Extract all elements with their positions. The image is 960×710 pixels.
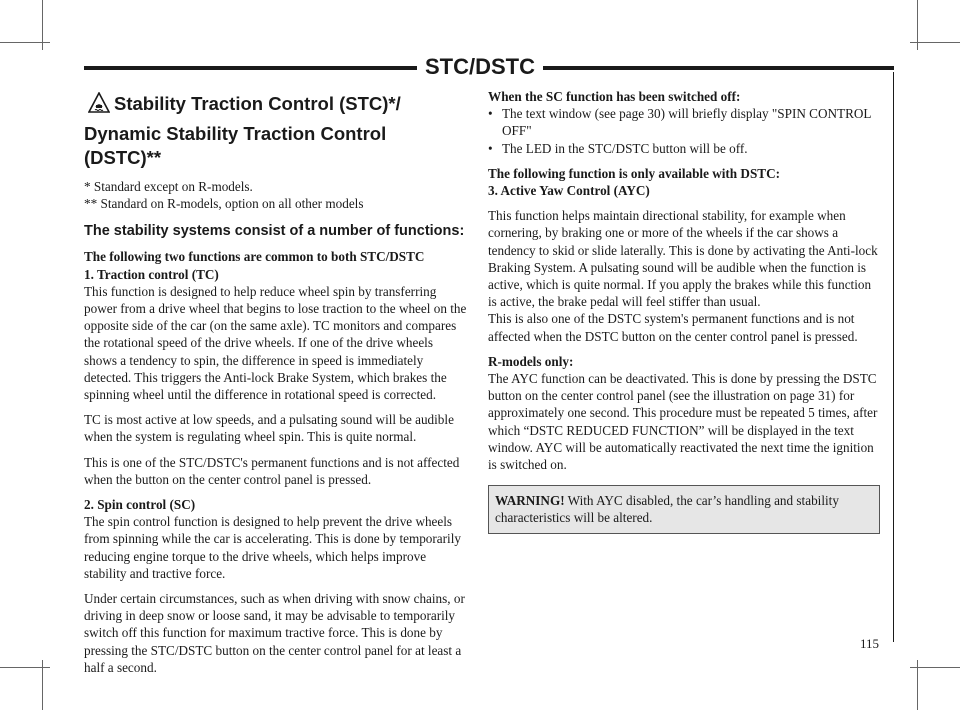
sc-off-heading: When the SC function has been switched off:: [488, 89, 741, 104]
ayc-paragraph-1: This function helps maintain directional stability, for example when cornering, by braking one or more of the wheels if the car shows a tendency to skid or slide laterally. This is done by activating the Anti-lock Braking System. A pulsating sound will be audible when the function is active, which is quite normal. If you apply the brakes while this function is active, the brake pedal will feel stiffer than usual.: [488, 208, 878, 310]
rmodels-heading: R-models only:: [488, 353, 574, 369]
tc-paragraph-3: This is one of the STC/DSTC's permanent functions and is not affected when the button on the center control panel is pressed.: [84, 454, 460, 487]
warning-triangle-car-icon: [88, 92, 110, 114]
tc-heading: 1. Traction control (TC): [84, 266, 219, 282]
crop-mark: [910, 667, 960, 668]
header-title: STC/DSTC: [417, 54, 543, 79]
rmodels-paragraph: The AYC function can be deactivated. This is done by pressing the DSTC button on the center control panel (see the illustration on page 31) for approximately one second. This procedure must be repeated 5 times, after which “DSTC REDUCED FUNCTION” will be displayed in the text window. AYC will be automatically reactivated the next time the ignition is switched on.: [488, 371, 878, 473]
sc-paragraph-2: Under certain circumstances, such as when driving with snow chains, or driving in deep snow or loose sand, it may be advisable to temporarily switch off this function for maximum tractive force. This is done by pressing the STC/DSTC button on the center control panel for at least a half a second.: [84, 591, 465, 675]
heading-line-2: Dynamic Stability Traction Control (DSTC)**: [84, 123, 387, 168]
ayc-heading: 3. Active Yaw Control (AYC): [488, 183, 650, 199]
dstc-only-heading: The following function is only available with DSTC:: [488, 165, 780, 181]
ayc-paragraph-2: This is also one of the DSTC system's permanent functions and is not affected when the DSTC button on the center control panel is pressed.: [488, 311, 858, 344]
footnote-1: * Standard except on R-models.: [84, 179, 253, 194]
footnote-2: ** Standard on R-models, option on all other models: [84, 196, 364, 212]
crop-mark: [910, 42, 960, 43]
tc-paragraph-2: TC is most active at low speeds, and a pulsating sound will be audible when the system is regulating wheel spin. This is quite normal.: [84, 412, 454, 445]
sc-paragraph-1: The spin control function is designed to help prevent the drive wheels from spinning while the car is accelerating. This is done by temporarily reducing engine torque to the drive wheels, which helps improve stability and tractive force.: [84, 514, 461, 581]
warning-box: [488, 485, 880, 533]
left-column: [84, 92, 468, 684]
page-number: 115: [860, 636, 880, 651]
page-header: [0, 52, 960, 82]
warning-label: WARNING!: [495, 493, 565, 509]
sc-heading: 2. Spin control (SC): [84, 497, 196, 513]
subheading: The stability systems consist of a number of functions:: [84, 223, 465, 240]
list-item: • The text window (see page 30) will briefly display "SPIN CONTROL OFF": [488, 105, 880, 139]
sc-off-list: [488, 105, 880, 157]
crop-mark: [0, 42, 50, 43]
heading-line-1: Stability Traction Control (STC)*/: [114, 93, 401, 114]
warning-text: With AYC disabled, the car’s handling and stability characteristics will be altered.: [495, 493, 839, 526]
common-functions-heading: The following two functions are common to both STC/DSTC: [84, 249, 425, 265]
section-heading: [84, 92, 468, 170]
list-item: • The LED in the STC/DSTC button will be off.: [488, 140, 880, 157]
footnotes: [84, 178, 468, 212]
tc-paragraph-1: This function is designed to help reduce wheel spin by transferring power from a drive wheel that begins to lose traction to the wheel on the opposite side of the car (on the same axle). TC monitors and compares the rotational speed of the drive wheels. If one of the drive wheels shows a tendency to spin, the difference in speed is immediately detected. This triggers the Anti-lock Brake System, which brakes the spinning wheel until the difference in rotational speed is corrected.: [84, 283, 467, 403]
right-margin-rule: [893, 72, 894, 642]
right-column: [488, 88, 880, 534]
crop-mark: [0, 667, 50, 668]
